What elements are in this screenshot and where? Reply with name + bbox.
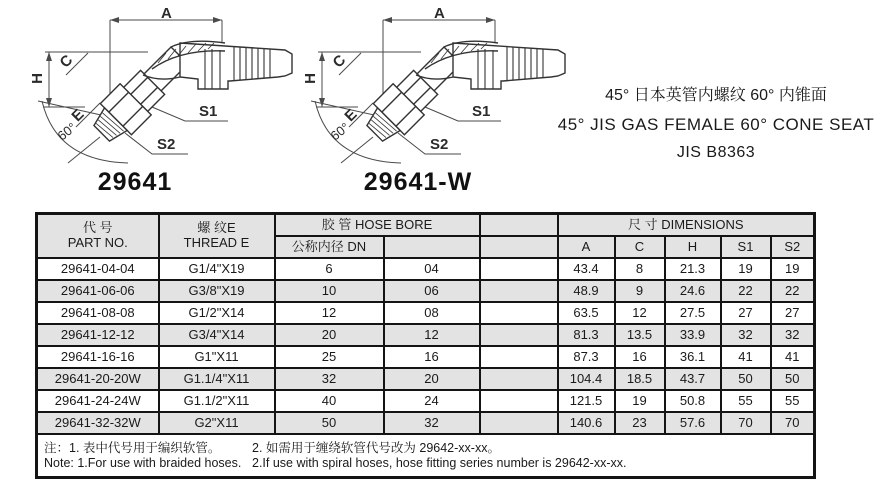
cell-s2: 27 (771, 302, 815, 324)
cell-a: 140.6 (558, 412, 615, 434)
cell-dn: 12 (275, 302, 384, 324)
cell-dn: 20 (275, 324, 384, 346)
title-block (538, 82, 894, 162)
col-header-empty2 (480, 236, 558, 258)
dim-h-label: H (28, 73, 46, 84)
cell-dash: 20 (384, 368, 480, 390)
angle-60-label: 60° (54, 119, 80, 144)
model-number: 29641 (97, 168, 173, 196)
title-standard: JIS B8363 (676, 144, 756, 161)
cell-c: 13.5 (615, 324, 665, 346)
table-row (37, 280, 815, 302)
dim-h-label: H (301, 73, 319, 84)
cell-c: 12 (615, 302, 665, 324)
cell-s2: 41 (771, 346, 815, 368)
cell-dash: 12 (384, 324, 480, 346)
cell-dn: 6 (275, 258, 384, 280)
fitting-drawing-29641 (30, 5, 300, 205)
model-number: 29641-W (363, 168, 473, 196)
header-row-1 (37, 214, 815, 237)
cell-a: 104.4 (558, 368, 615, 390)
cell-thread: G2"X11 (159, 412, 275, 434)
col-header-part-no (37, 214, 159, 259)
part-no-cn: 代 号 (82, 220, 113, 236)
cell-dash: 16 (384, 346, 480, 368)
table-row (37, 258, 815, 280)
dim-s2-label: S2 (157, 136, 176, 153)
col-header-h: H (665, 236, 721, 258)
cell-part-no: 29641-08-08 (37, 302, 159, 324)
cell-s2: 32 (771, 324, 815, 346)
dim-s2-label: S2 (430, 136, 449, 153)
dim-s1-label: S1 (199, 103, 218, 120)
cell-empty (480, 346, 558, 368)
cell-empty (480, 324, 558, 346)
cell-h: 21.3 (665, 258, 721, 280)
title-english: 45° JIS GAS FEMALE 60° CONE SEAT (557, 115, 875, 134)
cell-h: 33.9 (665, 324, 721, 346)
cell-dn: 32 (275, 368, 384, 390)
cell-s1: 41 (721, 346, 771, 368)
col-header-c: C (615, 236, 665, 258)
cell-s1: 27 (721, 302, 771, 324)
cell-dn: 25 (275, 346, 384, 368)
cell-a: 48.9 (558, 280, 615, 302)
table-row (37, 368, 815, 390)
notes-cell (37, 434, 815, 477)
dim-c-label: C (56, 51, 77, 72)
col-header-s1: S1 (721, 236, 771, 258)
cell-thread: G1.1/4"X11 (159, 368, 275, 390)
cell-empty (480, 258, 558, 280)
cell-c: 18.5 (615, 368, 665, 390)
dim-e-label: E (341, 105, 361, 126)
title-chinese: 45° 日本英管内螺纹 60° 内锥面 (605, 87, 827, 104)
cell-part-no: 29641-24-24W (37, 390, 159, 412)
cell-part-no: 29641-16-16 (37, 346, 159, 368)
cell-dn: 50 (275, 412, 384, 434)
dim-a-label: A (434, 5, 445, 22)
note-en-2: 2.If use with spiral hoses, hose fitting series number is 29642-xx-xx. (252, 456, 627, 471)
cell-part-no: 29641-04-04 (37, 258, 159, 280)
cell-a: 43.4 (558, 258, 615, 280)
cell-s2: 19 (771, 258, 815, 280)
dim-a-label: A (161, 5, 172, 22)
col-header-dimensions: 尺 寸 DIMENSIONS (558, 214, 815, 237)
cell-a: 81.3 (558, 324, 615, 346)
table-row (37, 302, 815, 324)
col-header-dn: 公称内径 DN (275, 236, 384, 258)
cell-c: 23 (615, 412, 665, 434)
cell-thread: G1.1/2"X11 (159, 390, 275, 412)
thread-en: THREAD E (183, 235, 250, 250)
cell-s1: 22 (721, 280, 771, 302)
cell-dash: 04 (384, 258, 480, 280)
cell-s2: 55 (771, 390, 815, 412)
cell-part-no: 29641-20-20W (37, 368, 159, 390)
cell-s2: 70 (771, 412, 815, 434)
note-line-english (44, 456, 807, 470)
table-row (37, 412, 815, 434)
dim-e-label: E (68, 105, 88, 126)
fitting-drawing-29641w (303, 5, 573, 205)
cell-h: 57.6 (665, 412, 721, 434)
cell-dash: 08 (384, 302, 480, 324)
cell-thread: G3/4"X14 (159, 324, 275, 346)
note-line-chinese (44, 441, 807, 455)
note-en-1: Note: 1.For use with braided hoses. (44, 456, 242, 471)
cell-empty (480, 368, 558, 390)
cell-c: 19 (615, 390, 665, 412)
notes-row (37, 434, 815, 477)
cell-s2: 50 (771, 368, 815, 390)
cell-s1: 19 (721, 258, 771, 280)
cell-thread: G1/4"X19 (159, 258, 275, 280)
cell-empty (480, 390, 558, 412)
cell-h: 27.5 (665, 302, 721, 324)
col-header-dash (384, 236, 480, 258)
spec-table (35, 212, 816, 479)
cell-empty (480, 412, 558, 434)
cell-dn: 40 (275, 390, 384, 412)
cell-s1: 70 (721, 412, 771, 434)
cell-c: 16 (615, 346, 665, 368)
col-header-empty (480, 214, 558, 237)
cell-h: 24.6 (665, 280, 721, 302)
cell-dn: 10 (275, 280, 384, 302)
part-no-en: PART NO. (67, 235, 128, 250)
cell-part-no: 29641-12-12 (37, 324, 159, 346)
cell-h: 43.7 (665, 368, 721, 390)
cell-s1: 32 (721, 324, 771, 346)
cell-c: 9 (615, 280, 665, 302)
col-header-a: A (558, 236, 615, 258)
note-cn-1: 注：1. 表中代号用于编织软管。 (44, 441, 221, 455)
cell-a: 87.3 (558, 346, 615, 368)
table-row (37, 390, 815, 412)
cell-empty (480, 280, 558, 302)
cell-thread: G1"X11 (159, 346, 275, 368)
cell-dash: 24 (384, 390, 480, 412)
col-header-thread (159, 214, 275, 259)
col-header-hose-bore: 胶 管 HOSE BORE (275, 214, 480, 237)
dim-c-label: C (329, 51, 350, 72)
cell-c: 8 (615, 258, 665, 280)
col-header-s2: S2 (771, 236, 815, 258)
cell-thread: G1/2"X14 (159, 302, 275, 324)
note-cn-2: 2. 如需用于缠绕软管代号改为 29642-xx-xx。 (252, 441, 500, 455)
cell-h: 50.8 (665, 390, 721, 412)
cell-h: 36.1 (665, 346, 721, 368)
cell-empty (480, 302, 558, 324)
cell-s2: 22 (771, 280, 815, 302)
cell-part-no: 29641-06-06 (37, 280, 159, 302)
cell-s1: 55 (721, 390, 771, 412)
thread-cn: 螺 纹E (197, 220, 236, 236)
table-row (37, 346, 815, 368)
cell-a: 121.5 (558, 390, 615, 412)
angle-60-label: 60° (327, 119, 353, 144)
cell-dash: 06 (384, 280, 480, 302)
cell-part-no: 29641-32-32W (37, 412, 159, 434)
cell-s1: 50 (721, 368, 771, 390)
cell-thread: G3/8"X19 (159, 280, 275, 302)
cell-a: 63.5 (558, 302, 615, 324)
dim-s1-label: S1 (472, 103, 491, 120)
cell-dash: 32 (384, 412, 480, 434)
table-row (37, 324, 815, 346)
